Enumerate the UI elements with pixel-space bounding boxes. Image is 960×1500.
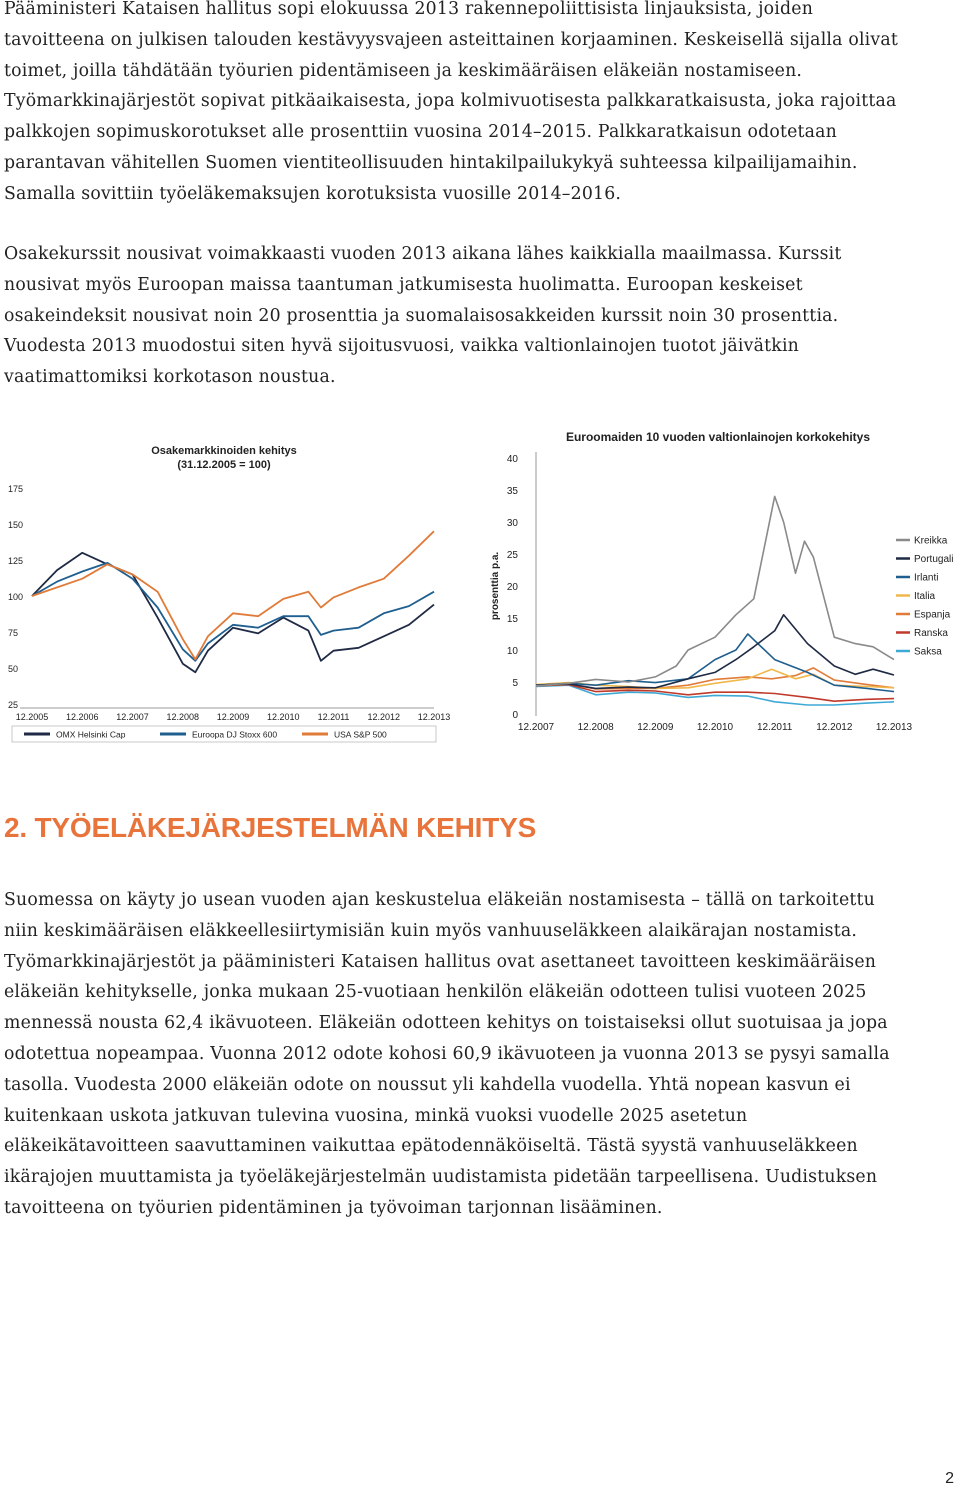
x-tick-label: 12.2013: [417, 712, 451, 722]
y-tick-label: 175: [8, 484, 24, 494]
y-tick-label: 15: [506, 614, 518, 625]
stock-market-paragraph: Osakekurssit nousivat voimakkaasti vuoden 2013 aikana lähes kaikkialla maailmassa. Kurssit nousivat myös Euroopan maissa taantuman jatkumisesta huolimatta. Euroopan keskeiset osakeindeksit nousivat noin 20 prosenttia ja suomalaisosakkeiden kurssit noin 30 prosenttia. Vuodesta 2013 muodostui siten hyvä sijoitusvuosi, vaikka valtionlainojen tuotot jäivätkin vaatimattomiksi korkotason noustua.: [4, 244, 842, 388]
section-heading: 2. TYÖELÄKEJÄRJESTELMÄN KEHITYS: [4, 812, 537, 843]
chart-title: Euroomaiden 10 vuoden valtionlainojen korkokehitys: [565, 430, 871, 444]
x-tick-label: 12.2007: [116, 712, 149, 722]
y-tick-label: 40: [506, 454, 518, 465]
y-tick-label: 30: [506, 518, 518, 529]
y-tick-label: 75: [8, 628, 19, 638]
legend-label: Ranska: [914, 628, 948, 639]
chart-title: Osakemarkkinoiden kehitys: [151, 445, 297, 457]
y-tick-label: 125: [8, 556, 24, 566]
x-tick-label: 12.2006: [65, 712, 99, 722]
pension-paragraph: Suomessa on käyty jo usean vuoden ajan keskustelua eläkeiän nostamisesta – tällä on tarkoitettu niin keskimääräisen eläkkeellesiirtymisiän kuin myös vanhuuseläkkeen alaikärajan nostamista. Työmarkkinajärjestöt ja pääministeri Kataisen hallitus ovat asettaneet tavoitteen keskimääräisen eläkeiän kehitykselle, jonka mukaan 25-vuotiaan henkilön eläkeiän odotteen tulisi vuoteen 2025 mennessä nousta 62,4 ikävuoteen. Eläkeiän odotteen kehitys on toistaiseksi ollut suotuisaa ja jopa odotettua nopeampaa. Vuonna 2012 odote kohosi 60,9 ikävuoteen ja vuonna 2013 se pysyi samalla tasolla. Vuodesta 2000 eläkeiän odote on noussut yli kahdella vuodella. Yhtä nopean kasvun ei kuitenkaan uskota jatkuvan tulevina vuosina, minkä vuoksi vuodelle 2025 asetetun eläkeikätavoitteen saavuttaminen vaikuttaa epätodennäköiseltä. Tästä syystä vanhuuseläkkeen ikärajojen muuttamista ja työeläkejärjestelmän uudistamista pidetään tarpeellisena. Uudistuksen tavoitteena on työurien pidentäminen ja työvoiman tarjonnan lisääminen.: [4, 890, 890, 1218]
bond-yield-chart: [478, 420, 960, 742]
legend-label: Portugali: [914, 554, 954, 565]
intro-paragraph: Pääministeri Kataisen hallitus sopi elokuussa 2013 rakennepoliittisista linjauksista, joiden tavoitteena on julkisen talouden kestävyysvajeen asteittainen korjaaminen. Keskeisellä sijalla olivat toimet, joilla tähdätään työurien pidentämiseen ja keskimääräisen eläkeiän nostamiseen. Työmarkkinajärjestöt sopivat pitkäaikaisesta, jopa kolmivuotisesta palkkaratkaisusta, joka rajoittaa palkkojen sopimuskorotukset alle prosenttiin vuosina 2014–2015. Palkkaratkaisun odotetaan parantavan vähitellen Suomen vientiteollisuuden hintakilpailukykyä suhteessa kilpailijamaihin. Samalla sovittiin työeläkemaksujen korotuksista vuosille 2014–2016.: [4, 0, 899, 204]
y-axis-label: prosenttia p.a.: [490, 551, 501, 621]
x-tick-label: 12.2007: [517, 722, 555, 733]
x-tick-label: 12.2011: [756, 722, 793, 733]
y-tick-label: 50: [8, 664, 19, 674]
series-line: [536, 496, 894, 685]
series-line: [536, 615, 894, 689]
legend-label: Italia: [914, 591, 936, 602]
x-tick-label: 12.2009: [637, 722, 674, 733]
legend-label: Euroopa DJ Stoxx 600: [192, 729, 278, 740]
stock-market-chart-svg: [2, 436, 451, 748]
legend-label: Irlanti: [914, 572, 939, 584]
x-tick-label: 12.2010: [266, 712, 300, 722]
y-tick-label: 20: [506, 582, 518, 593]
legend-label: Saksa: [914, 646, 942, 658]
x-tick-label: 12.2008: [577, 722, 614, 733]
legend-label: USA S&P 500: [334, 729, 387, 740]
page-number: 2: [945, 1470, 954, 1487]
x-tick-label: 12.2010: [696, 722, 734, 733]
x-tick-label: 12.2013: [875, 722, 913, 733]
series-line: [32, 563, 434, 661]
legend-label: Kreikka: [914, 535, 948, 547]
x-tick-label: 12.2005: [15, 712, 49, 722]
y-tick-label: 0: [512, 710, 518, 721]
x-tick-label: 12.2012: [367, 712, 401, 722]
y-tick-label: 100: [8, 592, 24, 602]
bond-yield-chart-svg: [478, 420, 960, 742]
x-tick-label: 12.2012: [816, 722, 853, 733]
x-tick-label: 12.2008: [166, 712, 200, 722]
y-tick-label: 25: [506, 550, 518, 561]
y-tick-label: 25: [8, 700, 19, 710]
y-tick-label: 5: [512, 678, 518, 689]
x-tick-label: 12.2011: [317, 712, 350, 722]
y-tick-label: 150: [8, 520, 24, 530]
y-tick-label: 35: [506, 486, 518, 497]
y-tick-label: 10: [506, 646, 518, 657]
chart-subtitle: (31.12.2005 = 100): [177, 459, 271, 471]
legend-label: Espanja: [914, 609, 951, 621]
legend-label: OMX Helsinki Cap: [56, 729, 126, 740]
x-tick-label: 12.2009: [216, 712, 250, 722]
stock-market-chart: [2, 436, 451, 748]
